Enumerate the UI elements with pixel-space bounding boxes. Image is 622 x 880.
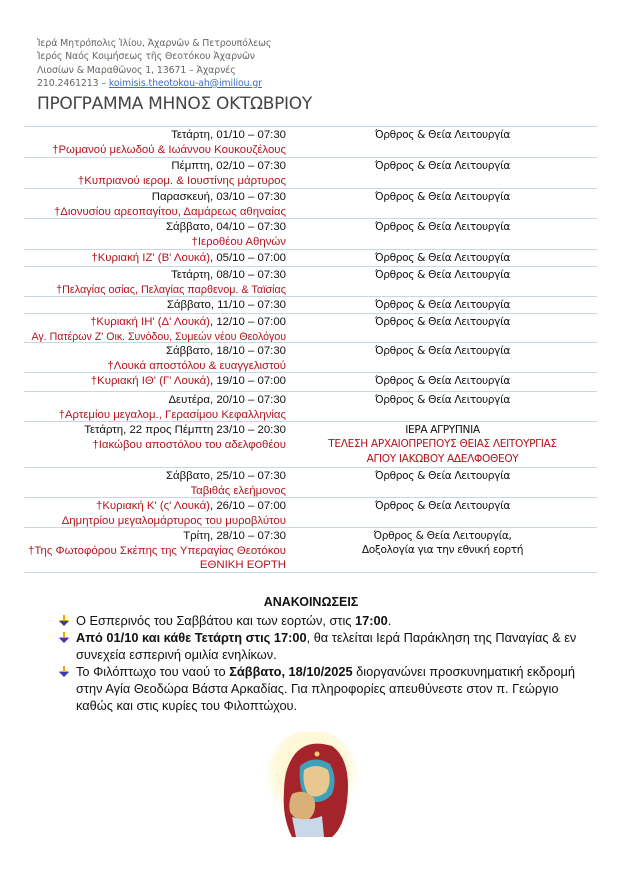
- date-cell: [24, 251, 286, 266]
- schedule-row: [24, 126, 597, 157]
- date-line: [24, 220, 286, 235]
- date-line: [24, 268, 286, 283]
- date-cell: [24, 423, 286, 452]
- header-phone: 210.2461213 –: [37, 77, 109, 89]
- service-name: Όρθρος & Θεία Λειτουργία: [375, 221, 510, 233]
- service-cell: [314, 315, 571, 329]
- service-cell: [314, 190, 571, 204]
- date-cell: [24, 298, 286, 313]
- feast-name: †Της Φωτοφόρου Σκέπης της Υπεραγίας Θεοτόκου: [28, 544, 286, 557]
- feast-name: †Διονυσίου αρεοπαγίτου, Δαμάρεως αθηναίας: [53, 205, 286, 218]
- service-name: Όρθρος & Θεία Λειτουργία: [375, 129, 510, 141]
- schedule-row: [24, 421, 597, 467]
- page-title: ΠΡΟΓΡΑΜΜΑ ΜΗΝΟΣ ΟΚΤΩΒΡΙΟΥ: [37, 94, 312, 114]
- date-cell: [24, 374, 286, 389]
- date-cell: [24, 128, 286, 157]
- date-time: Τετάρτη, 01/10 – 07:30: [171, 129, 286, 141]
- announcements-list: [58, 612, 598, 714]
- date-cell: [24, 469, 286, 498]
- date-cell: [24, 499, 286, 528]
- feast-name: Αγ. Πατέρων Ζ' Οικ. Συνόδου, Συμεών νέου Θεολόγου: [31, 330, 286, 343]
- date-cell: [24, 159, 286, 188]
- schedule-row: [24, 313, 597, 342]
- feast-name: †Πελαγίας οσίας, Πελαγίας παρθενομ. & Ταϊσίας: [56, 283, 286, 296]
- schedule-row: [24, 157, 597, 188]
- service-name: Όρθρος & Θεία Λειτουργία: [375, 500, 510, 512]
- header-line-1: Ἱερά Μητρόπολις Ἰλίου, Ἀχαρνῶν & Πετρουπόλεως: [37, 38, 272, 49]
- date-time: Σάββατο, 25/10 – 07:30: [166, 470, 286, 482]
- date-time: Δευτέρα, 20/10 – 07:30: [168, 394, 286, 406]
- date-time: Τρίτη, 28/10 – 07:30: [183, 530, 286, 542]
- date-time: Σάββατο, 18/10 – 07:30: [166, 345, 286, 357]
- schedule-row: [24, 296, 597, 313]
- schedule-row: [24, 218, 597, 249]
- service-name: ΑΓΙΟΥ ΙΑΚΩΒΟΥ ΑΔΕΛΦΟΘΕΟΥ: [366, 452, 519, 465]
- date-time: , 19/10 – 07:00: [209, 375, 286, 387]
- service-name: Όρθρος & Θεία Λειτουργία: [375, 252, 510, 264]
- service-cell: [314, 344, 571, 358]
- service-name: Όρθρος & Θεία Λειτουργία: [375, 191, 510, 203]
- date-time: Σάββατο, 11/10 – 07:30: [166, 299, 286, 311]
- date-cell: [24, 190, 286, 219]
- announcement-item: Ο Εσπερινός του Σαββάτου και των εορτών, στις 17:00.: [58, 612, 598, 629]
- date-cell: [24, 315, 286, 344]
- date-time: Τετάρτη, 08/10 – 07:30: [171, 269, 286, 281]
- schedule-row: [24, 249, 597, 266]
- date-cell: [24, 393, 286, 422]
- date-line: [24, 315, 286, 330]
- service-cell: [314, 268, 571, 282]
- announcement-item: Το Φιλόπτωχο του ναού το Σάββατο, 18/10/2025 διοργανώνει προσκυνηματική εκδρομή στην Αγία Θεοδώρα Βάστα Αρκαδίας. Για πληροφορίες απευθύνεστε στον π. Γεώργιο καθώς και στις κυρίες του Φιλοπτώχου.: [58, 663, 598, 714]
- header-line-3: Λιοσίων & Μαραθῶνος 1, 13671 – Ἀχαρνές: [37, 64, 236, 76]
- announcements-title: ΑΝΑΚΟΙΝΩΣΕΙΣ: [263, 595, 359, 609]
- feast-name: ΕΘΝΙΚΗ ΕΟΡΤΗ: [199, 559, 286, 571]
- service-cell: [314, 374, 571, 388]
- service-name: Όρθρος & Θεία Λειτουργία: [375, 470, 510, 482]
- date-cell: [24, 220, 286, 249]
- date-line: [24, 499, 286, 514]
- service-name: Όρθρος & Θεία Λειτουργία: [375, 375, 510, 387]
- date-line: [24, 393, 286, 408]
- service-name: Όρθρος & Θεία Λειτουργία: [375, 269, 510, 281]
- date-time: Πέμπτη, 02/10 – 07:30: [171, 160, 286, 172]
- service-name: Όρθρος & Θεία Λειτουργία: [375, 316, 510, 328]
- feast-name: †Ιεροθέου Αθηνών: [191, 235, 286, 248]
- service-name: ΤΕΛΕΣΗ ΑΡΧΑΙΟΠΡΕΠΟΥΣ ΘΕΙΑΣ ΛΕΙΤΟΥΡΓΙΑΣ: [328, 438, 557, 451]
- date-line: [24, 469, 286, 484]
- header-contact: [37, 77, 271, 90]
- schedule-row: [24, 372, 597, 391]
- feast-name: †Αρτεμίου μεγαλομ., Γερασίμου Κεφαλληνίας: [58, 408, 286, 421]
- service-name: Όρθρος & Θεία Λειτουργία: [375, 394, 510, 406]
- schedule-row: [24, 497, 597, 527]
- date-time: , 26/10 – 07:00: [209, 500, 286, 512]
- date-line: [24, 298, 286, 313]
- feast-name: †Λουκά αποστόλου & ευαγγελιστού: [107, 359, 286, 372]
- date-line: [24, 423, 286, 438]
- theotokos-icon: [262, 732, 362, 842]
- sunday-label: †Κυριακή ΙΗ' (Δ' Λουκά): [90, 316, 210, 328]
- feast-name: Ταβιθάς ελεήμονος: [190, 484, 286, 497]
- date-line: [24, 529, 286, 544]
- feast-name: †Ιακώβου αποστόλου του αδελφοθέου: [92, 438, 286, 451]
- date-time: Παρασκευή, 03/10 – 07:30: [151, 191, 286, 203]
- date-cell: [24, 529, 286, 573]
- service-name: Όρθρος & Θεία Λειτουργία,: [373, 530, 512, 542]
- email-link[interactable]: koimisis.theotokou-ah@imiliou.gr: [108, 77, 262, 89]
- announcement-item: Από 01/10 και κάθε Τετάρτη στις 17:00, θα τελείται Ιερά Παράκληση της Παναγίας & εν συνεχεία εσπερινή ομιλία ενηλίκων.: [58, 629, 598, 663]
- arrow-bullet-icon: [58, 666, 70, 678]
- schedule-table: [24, 126, 597, 573]
- arrow-bullet-icon: [58, 615, 70, 627]
- date-line: [24, 128, 286, 143]
- service-cell: [314, 469, 571, 483]
- schedule-row: [24, 188, 597, 218]
- date-line: [24, 159, 286, 174]
- service-cell: [314, 128, 571, 142]
- feast-name: Δημητρίου μεγαλομάρτυρος του μυροβλύτου: [61, 514, 286, 527]
- date-time: , 12/10 – 07:00: [209, 316, 286, 328]
- date-cell: [24, 268, 286, 297]
- schedule-row: [24, 391, 597, 421]
- service-name: ΙΕΡΑ ΑΓΡΥΠΝΙΑ: [405, 424, 480, 436]
- sunday-label: †Κυριακή Κ' (ς' Λουκά): [95, 500, 210, 512]
- service-name: Όρθρος & Θεία Λειτουργία: [375, 160, 510, 172]
- schedule-row: [24, 527, 597, 573]
- date-time: , 05/10 – 07:00: [209, 252, 286, 264]
- sunday-label: †Κυριακή ΙΘ' (Γ' Λουκά): [90, 375, 210, 387]
- service-cell: [314, 499, 571, 513]
- sunday-label: †Κυριακή ΙΖ' (Β' Λουκά): [91, 252, 210, 264]
- schedule-row: [24, 342, 597, 372]
- header-line-2: Ἱερός Ναός Κοιμήσεως τῆς Θεοτόκου Ἀχαρνῶν: [37, 51, 255, 63]
- service-name: Όρθρος & Θεία Λειτουργία: [375, 345, 510, 357]
- service-name: Δοξολογία για την εθνική εορτή: [361, 544, 524, 557]
- feast-name: †Ρωμανού μελωδού & Ιωάννου Κουκουζέλους: [52, 143, 286, 156]
- service-cell: [314, 298, 571, 312]
- date-line: [24, 190, 286, 205]
- service-cell: [314, 159, 571, 173]
- date-time: Σάββατο, 04/10 – 07:30: [166, 221, 286, 233]
- service-cell: [314, 251, 571, 265]
- date-line: [24, 251, 286, 266]
- date-time: Τετάρτη, 22 προς Πέμπτη 23/10 – 20:30: [84, 424, 286, 436]
- church-header: [37, 37, 271, 90]
- schedule-row: [24, 467, 597, 497]
- date-line: [24, 344, 286, 359]
- service-name: Όρθρος & Θεία Λειτουργία: [375, 299, 510, 311]
- arrow-bullet-icon: [58, 632, 70, 644]
- feast-name: †Κυπριανού ιερομ. & Ιουστίνης μάρτυρος: [77, 174, 286, 187]
- schedule-row: [24, 266, 597, 296]
- service-cell: [314, 393, 571, 407]
- service-cell: [314, 529, 571, 558]
- service-cell: [314, 423, 571, 466]
- date-line: [24, 374, 286, 389]
- date-cell: [24, 344, 286, 373]
- service-cell: [314, 220, 571, 234]
